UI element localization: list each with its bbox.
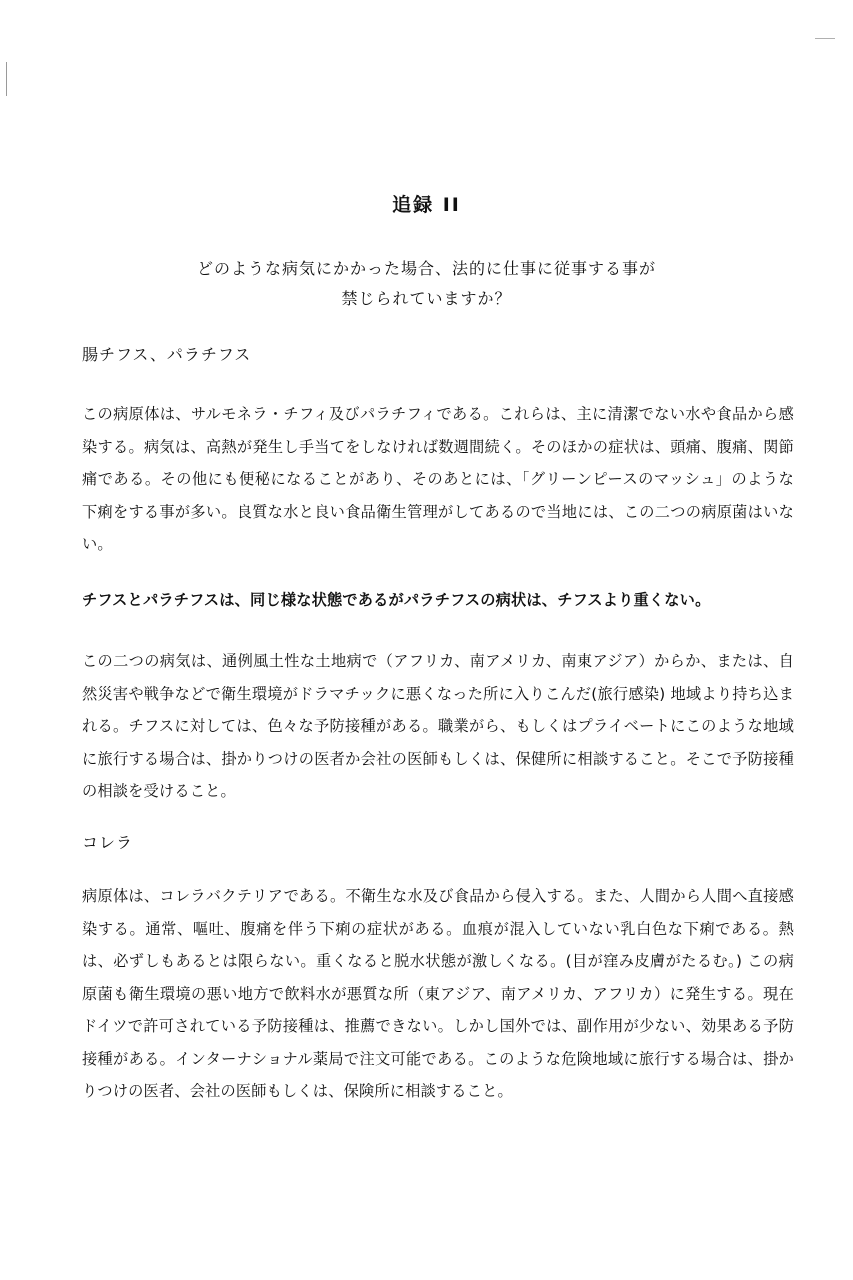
question-line-2: 禁じられていますか？ <box>341 289 512 308</box>
appendix-title: 追録 II <box>392 194 461 216</box>
question-line-1: どのような病気にかかった場合、法的に仕事に従事する事が <box>196 259 656 278</box>
question-title <box>0 254 853 314</box>
typhoid-heading: 腸チフス、パラチフス <box>82 345 252 364</box>
cholera-paragraph-1: 病原体は、コレラバクテリアである。不衛生な水及び食品から侵入する。また、人間から人間へ直接感染する。通常、嘔吐、腹痛を伴う下痢の症状がある。血痕が混入していない乳白色な下痢である。熱は、必ずしもあるとは限らない。重くなると脱水状態が激しくなる。(目が窪み皮膚がたるむ。) この病原菌も衛生環境の悪い地方で飲料水が悪質な所（東アジア、南アメリカ、アフリカ）に発生する。現在ドイツで許可されている予防接種は、推薦できない。しかし国外では、副作用が少ない、効果ある予防接種がある。インターナショナル薬局で注文可能である。このような危険地域に旅行する場合は、掛かりつけの医者、会社の医師もしくは、保険所に相談すること。 <box>82 887 794 1100</box>
typhoid-paragraph-1: この病原体は、サルモネラ・チフィ及びパラチフィである。これらは、主に清潔でない水や食品から感染する。病気は、高熱が発生し手当てをしなければ数週間続く。そのほかの症状は、頭痛、腹痛、関節痛である。その他にも便秘になることがあり、そのあとには、「グリーンピースのマッシュ」のような下痢をする事が多い。良質な水と良い食品衛生管理がしてあるので当地には、この二つの病原菌はいない。 <box>82 405 794 553</box>
typhoid-paragraph-3: この二つの病気は、通例風土性な土地病で（アフリカ、南アメリカ、南東アジア）からか、または、自然災害や戦争などで衛生環境がドラマチックに悪くなった所に入りこんだ(旅行感染) 地域より持ち込まれる。チフスに対しては、色々な予防接種がある。職業がら、もしくはプライベートにこのような地域に旅行する場合は、掛かりつけの医者か会社の医師もしくは、保健所に相談すること。そこで予防接種の相談を受けること。 <box>82 652 794 800</box>
typhoid-paragraph-2: チフスとパラチフスは、同じ様な状態であるがパラチフスの病状は、チフスより重くない。 <box>82 591 711 609</box>
scan-artifact-left <box>6 62 7 96</box>
cholera-heading: コレラ <box>82 833 134 852</box>
scan-artifact-top <box>815 38 835 39</box>
